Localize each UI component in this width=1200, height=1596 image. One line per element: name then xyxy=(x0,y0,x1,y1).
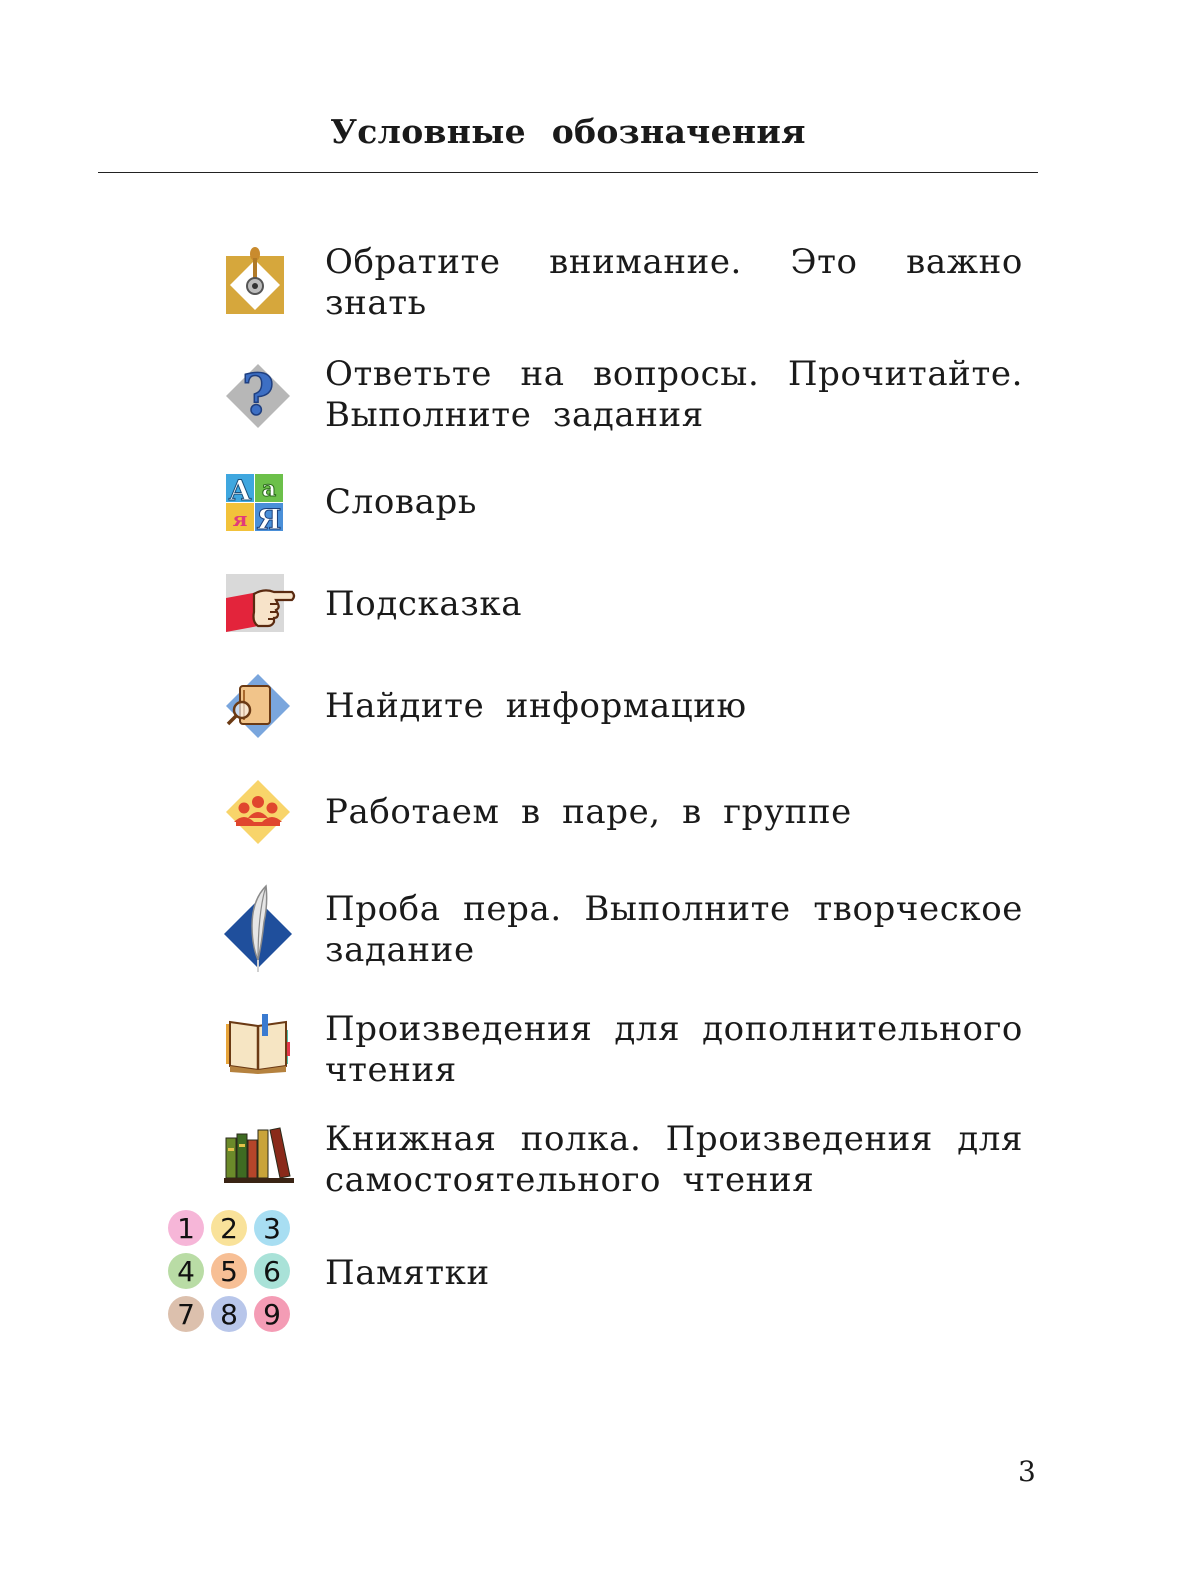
number-circle-2: 2 xyxy=(211,1210,247,1246)
legend-label-questions: Ответьте на вопросы. Прочитайте. Выполните задания xyxy=(325,354,1023,435)
bookshelf-icon xyxy=(224,1124,294,1184)
page-number: 3 xyxy=(1018,1455,1036,1488)
question-mark-icon xyxy=(224,358,292,430)
letter-a-small: а xyxy=(261,476,277,502)
number-circle-8: 8 xyxy=(211,1296,247,1332)
legend-label-find-info: Найдите информацию xyxy=(325,686,747,726)
numbered-circles-icon xyxy=(168,1208,294,1334)
page-title: Условные обозначения xyxy=(330,112,806,151)
quill-pen-icon xyxy=(222,882,294,974)
letter-ya-small: я xyxy=(232,507,248,531)
legend-label-hint: Подсказка xyxy=(325,584,523,624)
attention-pin-icon xyxy=(224,246,286,316)
number-circle-3: 3 xyxy=(254,1210,290,1246)
dictionary-letters-icon xyxy=(224,472,286,532)
number-circle-9: 9 xyxy=(254,1296,290,1332)
number-circle-5: 5 xyxy=(211,1253,247,1289)
number-circle-1: 1 xyxy=(168,1210,204,1246)
number-circle-4: 4 xyxy=(168,1253,204,1289)
letter-a-big: А xyxy=(228,474,252,507)
legend-label-bookshelf: Книжная полка. Произведения для самостоятельного чтения xyxy=(325,1119,1023,1200)
pointing-hand-icon xyxy=(224,572,298,634)
legend-label-creative-task: Проба пера. Выполните творческое задание xyxy=(325,889,1023,970)
group-people-icon xyxy=(224,778,292,846)
legend-label-attention: Обратите внимание. Это важно знать xyxy=(325,242,1023,323)
number-circle-7: 7 xyxy=(168,1296,204,1332)
letter-ya-big: Я xyxy=(256,503,282,532)
legend-label-dictionary: Словарь xyxy=(325,482,477,522)
legend-label-memos: Памятки xyxy=(325,1253,490,1293)
legend-label-group-work: Работаем в паре, в группе xyxy=(325,792,852,832)
number-circle-6: 6 xyxy=(254,1253,290,1289)
legend-label-extra-reading: Произведения для дополнительного чтения xyxy=(325,1009,1023,1090)
svg-text:?: ? xyxy=(241,362,275,428)
open-book-icon xyxy=(222,1012,294,1076)
magnifier-book-icon xyxy=(222,672,292,740)
title-rule xyxy=(98,172,1038,173)
